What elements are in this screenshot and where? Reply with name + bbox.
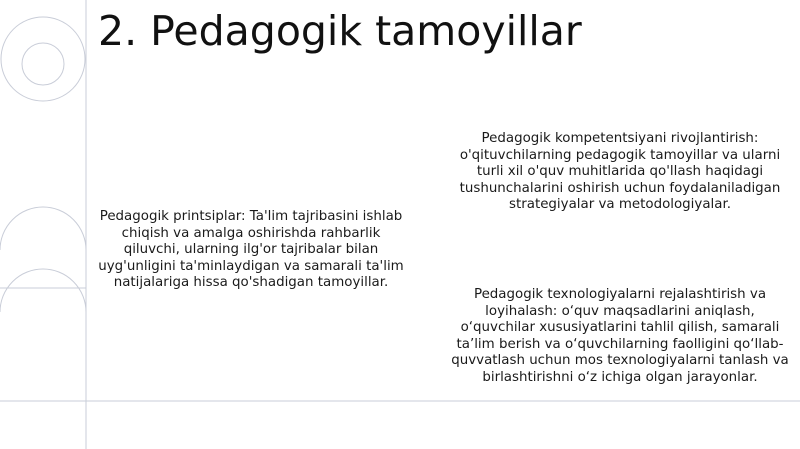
decor-arch-lower xyxy=(0,269,86,312)
pedagogical-competence-text: Pedagogik kompetentsiyani rivojlantirish: o'qituvchilarning pedagogik tamoyillar va ularni turli xil o'quv muhitlarida qo'llash haqidagi tushunchalarini oshirish uchun foydalaniladigan strategiyalar va metodologiyalar. xyxy=(459,131,781,213)
decor-arch-upper xyxy=(0,207,86,250)
slide-title: 2. Pedagogik tamoyillar xyxy=(98,7,582,55)
pedagogical-principles-text: Pedagogik printsiplar: Ta'lim tajribasini ishlab chiqish va amalga oshirishda rahbarlik qiluvchi, ularning ilg'or tajribalar bilan uyg'unligini ta'minlaydigan va samarali ta'lim natijalariga hissa qo'shadigan tamoyillar. xyxy=(98,209,404,291)
decor-circle-large xyxy=(1,17,85,101)
pedagogical-technology-text: Pedagogik texnologiyalarni rejalashtirish va loyihalash: o‘quv maqsadlarini aniqlash, o‘quvchilar xususiyatlarini tahlil qilish, samarali ta’lim berish va o‘quvchilarning faolligini qo‘llab-quvvatlash uchun mos texnologiyalarni tanlash va birlashtirishni o‘z ichiga olgan jarayonlar. xyxy=(451,287,789,385)
decor-circle-small xyxy=(22,43,64,85)
